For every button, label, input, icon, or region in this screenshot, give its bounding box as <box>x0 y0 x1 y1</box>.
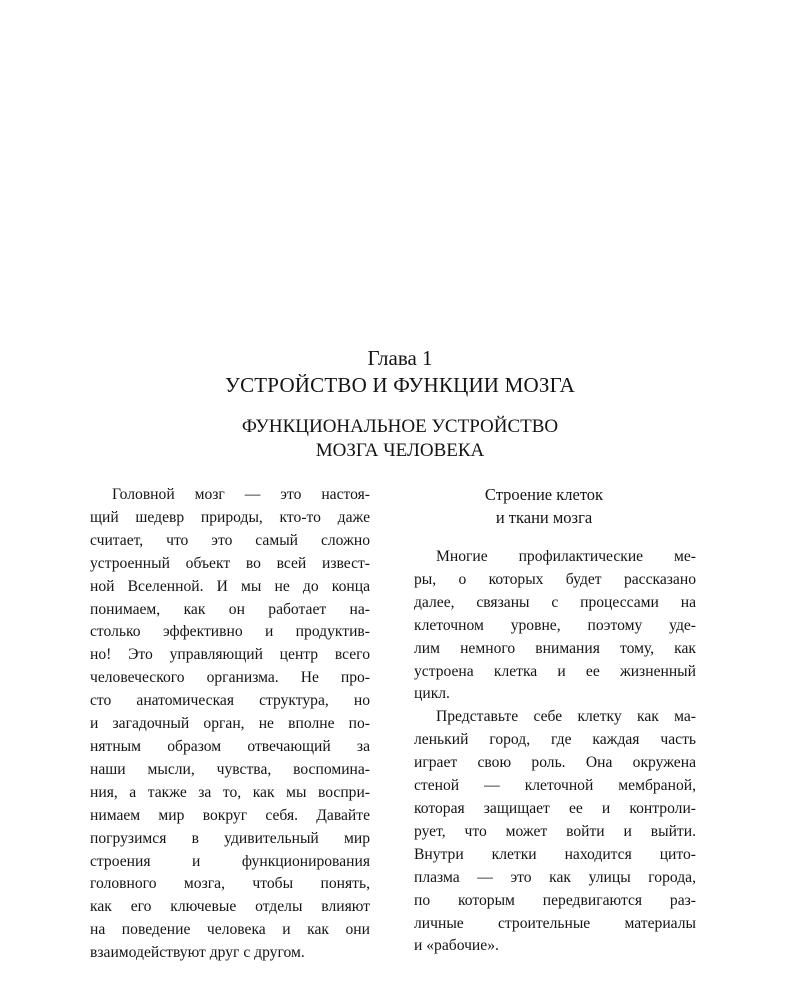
intro-paragraph <box>68 484 370 965</box>
chapter-title: УСТРОЙСТВО И ФУНКЦИИ МОЗГА <box>225 373 575 397</box>
text-line: по которым передвигаются раз- <box>414 891 696 909</box>
text-line: но! Это управляющий центр всего <box>90 646 370 664</box>
text-line: погрузимся в удивительный мир <box>90 829 370 847</box>
text-line: головного мозга, чтобы понять, <box>90 875 370 893</box>
text-line: плазма — это как улицы города, <box>414 868 696 886</box>
text-line: далее, связаны с процессами на <box>414 593 696 611</box>
subheading-line-1: Строение клеток <box>484 485 604 504</box>
text-line: устроенный объект во всей извест- <box>90 554 370 572</box>
left-column <box>68 484 370 965</box>
text-line: строения и функционирования <box>90 852 370 870</box>
text-line: личные строительные материалы <box>414 914 696 932</box>
text-line: считает, что это самый сложно <box>90 531 370 549</box>
text-line: столько эффективно и продуктив- <box>90 623 370 641</box>
text-line: которая защищает ее и контроли- <box>414 799 696 817</box>
text-line: и «рабочие». <box>414 937 499 955</box>
text-line: устроена клетка и ее жизненный <box>414 662 696 680</box>
text-line: щий шедевр природы, кто-то даже <box>90 508 370 526</box>
text-line: ния, а также за то, как мы воспри- <box>90 783 370 801</box>
text-line: нятным образом отвечающий за <box>90 737 370 755</box>
text-line: играет свою роль. Она окружена <box>414 754 696 772</box>
cell-paragraph-1 <box>392 546 696 706</box>
chapter-label: Глава 1 <box>367 346 433 370</box>
text-line: на поведение человека и как они <box>90 921 370 939</box>
right-column <box>392 484 696 958</box>
text-line: цикл. <box>414 685 450 703</box>
text-line: Внутри клетки находится цито- <box>414 845 696 863</box>
text-line: Многие профилактические ме- <box>436 548 696 565</box>
text-line: сто анатомическая структура, но <box>90 692 370 710</box>
text-line: ры, о которых будет рассказано <box>414 570 696 588</box>
text-line: взаимодействуют друг с другом. <box>90 944 305 962</box>
cell-paragraph-2 <box>392 706 696 958</box>
text-line: как его ключевые отделы влияют <box>90 898 370 916</box>
text-line: лим немного внимания тому, как <box>414 639 696 657</box>
text-line: Представьте себе клетку как ма- <box>436 708 696 726</box>
text-line: наши мысли, чувства, воспомина- <box>90 760 370 778</box>
text-line: понимаем, как он работает на- <box>90 600 370 618</box>
text-line: и загадочный орган, не вполне по- <box>90 715 370 733</box>
text-line: клеточном уровне, поэтому уде- <box>414 616 696 634</box>
section-title-line-1: ФУНКЦИОНАЛЬНОЕ УСТРОЙСТВО <box>241 416 559 437</box>
text-line: ленький город, где каждая часть <box>414 731 696 749</box>
section-title <box>0 415 800 463</box>
text-line: ной Вселенной. И мы не до конца <box>90 577 370 595</box>
subheading <box>392 484 696 529</box>
subheading-line-2: и ткани мозга <box>495 507 593 527</box>
section-title-line-2: МОЗГА ЧЕЛОВЕКА <box>315 440 485 461</box>
text-line: Головной мозг — это настоя- <box>112 486 370 503</box>
text-line: рует, что может войти и выйти. <box>414 822 696 840</box>
text-line: нимаем мир вокруг себя. Давайте <box>90 806 370 824</box>
text-line: человеческого организма. Не про- <box>90 669 370 687</box>
text-line: стеной — клеточной мембраной, <box>414 777 696 795</box>
